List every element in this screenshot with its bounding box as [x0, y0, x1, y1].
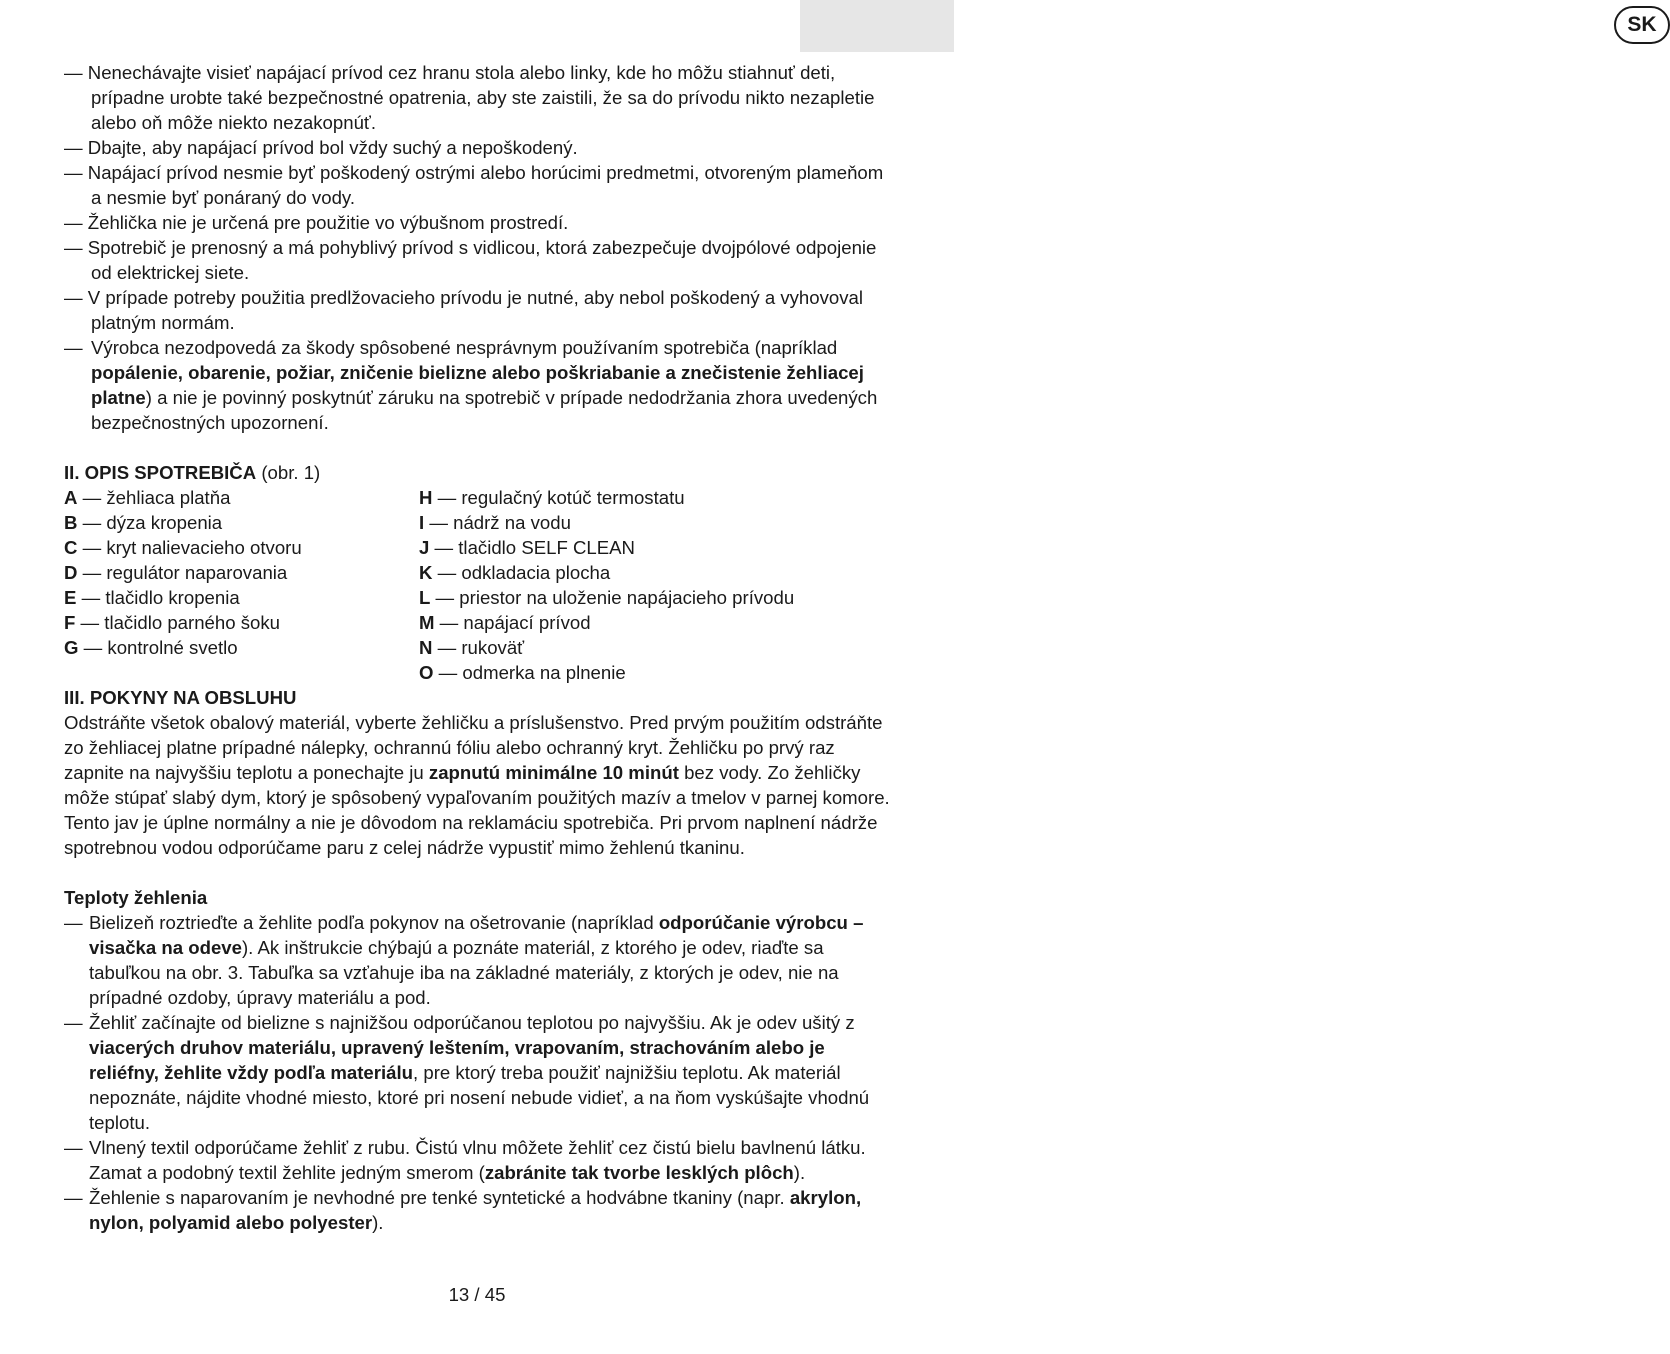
bullet-dash: — — [64, 1012, 83, 1033]
part-label: — tlačidlo parného šoku — [75, 612, 281, 633]
bold-text: viacerých druhov materiálu, upravený leštením, vrapovaním, strachováním alebo je reliéfny, žehlite vždy podľa materiálu — [89, 1037, 825, 1083]
part-key: K — [419, 562, 433, 583]
language-tab — [800, 0, 1657, 52]
safety-bullet: — Dbajte, aby napájací prívod bol vždy suchý a nepoškodený. — [64, 137, 578, 158]
part-item — [64, 560, 302, 585]
text: , pre ktorý treba použiť najnižšiu teplotu. Ak materiál nepoznáte, nájdite vhodné miesto, ktoré pri nosení nebude vidieť, a na ňom vyskúšajte vhodnú teplotu. — [89, 1062, 870, 1133]
part-key: D — [64, 562, 78, 583]
part-label: — regulačný kotúč termostatu — [432, 487, 685, 508]
language-badge: SK — [1614, 6, 1670, 44]
parts-column-left — [64, 485, 302, 660]
text: ). — [372, 1212, 384, 1233]
text: ). Ak inštrukcie chýbajú a poznáte materiál, z ktorého je odev, riaďte sa tabuľkou na obr. 3. Tabuľka sa vzťahuje iba na základné materiály, z ktorých je odev, nie na prípadné ozdoby, úpravy materiálu a pod. — [89, 937, 839, 1008]
section-2-heading — [64, 460, 890, 485]
safety-bullet: — V prípade potreby použitia predlžovacieho prívodu je nutné, aby nebol poškodený a vyhovoval platným normám. — [64, 287, 864, 333]
part-label: — priestor na uloženie napájacieho prívodu — [430, 587, 795, 608]
text: Žehliť začínajte od bielizne s najnižšou odporúčanou teplotou po najvyššiu. Ak je odev ušitý z — [89, 1012, 855, 1033]
part-key: F — [64, 612, 76, 633]
part-item — [419, 660, 794, 685]
part-item — [419, 635, 794, 660]
safety-bullet: — Nenechávajte visieť napájací prívod cez hranu stola alebo linky, kde ho môžu stiahnuť deti, prípadne urobte také bezpečnostné opatrenia, aby ste zaistili, že sa do prívodu nikto nezapletie alebo oň môže niekto nezakopnúť. — [64, 62, 875, 133]
section-3-title: III. POKYNY NA OBSLUHU — [64, 687, 297, 708]
part-item — [64, 535, 302, 560]
temps-bullet — [64, 1185, 890, 1235]
temps-title: Teploty žehlenia — [64, 887, 208, 908]
bullet-dash: — — [64, 912, 83, 933]
part-label: — kontrolné svetlo — [78, 637, 238, 658]
part-label: — žehliaca platňa — [77, 487, 231, 508]
part-label: — odkladacia plocha — [432, 562, 611, 583]
part-item — [419, 610, 794, 635]
bold-text: zabránite tak tvorbe lesklých plôch — [484, 1162, 794, 1183]
bullet-dash: — — [64, 337, 83, 358]
text: ). — [793, 1162, 806, 1183]
part-label: — tlačidlo kropenia — [76, 587, 240, 608]
parts-list — [64, 485, 890, 685]
section-2-ref: (obr. 1) — [256, 462, 321, 483]
part-key: N — [419, 637, 433, 658]
part-label: — odmerka na plnenie — [433, 662, 626, 683]
part-item — [64, 610, 302, 635]
part-key: G — [64, 637, 79, 658]
text: Žehlenie s naparovaním je nevhodné pre tenké syntetické a hodvábne tkaniny (napr. — [89, 1187, 790, 1208]
section-3-paragraph — [64, 710, 890, 860]
part-item — [419, 585, 794, 610]
part-item — [64, 635, 302, 660]
part-key: J — [419, 537, 430, 558]
safety-bullet: — Spotrebič je prenosný a má pohyblivý prívod s vidlicou, ktorá zabezpečuje dvojpólové odpojenie od elektrickej siete. — [64, 237, 877, 283]
part-label: — rukoväť — [432, 637, 525, 658]
part-item — [419, 485, 794, 510]
bold-text: popálenie, obarenie, požiar, zničenie bielizne alebo poškriabanie a znečistenie žehliacej platne — [91, 362, 864, 408]
temps-bullet — [64, 1010, 890, 1135]
part-key: B — [64, 512, 78, 533]
part-key: A — [64, 487, 78, 508]
part-key: M — [419, 612, 435, 633]
part-item — [64, 585, 302, 610]
bold-text: zapnutú minimálne 10 minút — [428, 762, 679, 783]
temps-bullet — [64, 910, 890, 1010]
part-label: — dýza kropenia — [77, 512, 223, 533]
part-item — [419, 535, 794, 560]
bold-text: akrylon, nylon, polyamid alebo polyester — [89, 1187, 862, 1233]
part-key: E — [64, 587, 77, 608]
part-label: — napájací prívod — [434, 612, 591, 633]
text: Vlnený textil odporúčame žehliť z rubu. Čistú vlnu môžete žehliť cez čistú bielu bavlnenú látku. Zamat a podobný textil žehlite jedným smerom ( — [89, 1137, 866, 1183]
part-key: I — [419, 512, 425, 533]
text: bez vody. Zo žehličky môže stúpať slabý dym, ktorý je spôsobený vypaľovaním použitých mazív a tmelov v parnej komore. Tento jav je úplne normálny a nie je dôvodom na reklamáciu spotrebiča. Pri prvom naplnení nádrže spotrebnou vodou odporúčame paru z celej nádrže vypustiť mimo žehlenú tkaninu. — [64, 762, 890, 858]
text: ) a nie je povinný poskytnúť záruku na spotrebič v prípade nedodržania zhora uvedených bezpečnostných upozornení. — [91, 387, 878, 433]
bullet-dash: — — [64, 1137, 83, 1158]
part-item — [64, 485, 302, 510]
part-item — [419, 510, 794, 535]
part-label: — nádrž na vodu — [424, 512, 571, 533]
safety-bullet: — Napájací prívod nesmie byť poškodený ostrými alebo horúcimi predmetmi, otvoreným plameňom a nesmie byť ponáraný do vody. — [64, 162, 884, 208]
part-item — [64, 510, 302, 535]
page-content — [64, 60, 890, 1235]
part-key: O — [419, 662, 434, 683]
text: Výrobca nezodpovedá za škody spôsobené nesprávnym používaním spotrebiča (napríklad — [91, 337, 838, 358]
safety-bullet-manufacturer — [64, 335, 890, 435]
part-label: — regulátor naparovania — [77, 562, 288, 583]
bullet-dash: — — [64, 1187, 83, 1208]
bold-text: odporúčanie výrobcu – visačka na odeve — [89, 912, 864, 958]
safety-bullet: — Žehlička nie je určená pre použitie vo výbušnom prostredí. — [64, 212, 569, 233]
text: Bielizeň roztrieďte a žehlite podľa pokynov na ošetrovanie (napríklad — [89, 912, 659, 933]
part-key: L — [419, 587, 431, 608]
part-label: — tlačidlo SELF CLEAN — [429, 537, 635, 558]
part-key: H — [419, 487, 433, 508]
parts-column-right — [419, 485, 794, 685]
section-2-title: II. OPIS SPOTREBIČA — [64, 462, 257, 483]
page-number: 13 / 45 — [448, 1284, 506, 1305]
temps-bullet — [64, 1135, 890, 1185]
text: Odstráňte všetok obalový materiál, vyberte žehličku a príslušenstvo. Pred prvým použitím odstráňte zo žehliacej platne prípadné nálepky, ochrannú fóliu alebo ochranný kryt. Žehličku po prvý raz zapnite na najvyššiu teplotu a ponechajte ju — [64, 712, 883, 783]
part-item — [419, 560, 794, 585]
part-label: — kryt nalievacieho otvoru — [77, 537, 302, 558]
part-key: C — [64, 537, 78, 558]
